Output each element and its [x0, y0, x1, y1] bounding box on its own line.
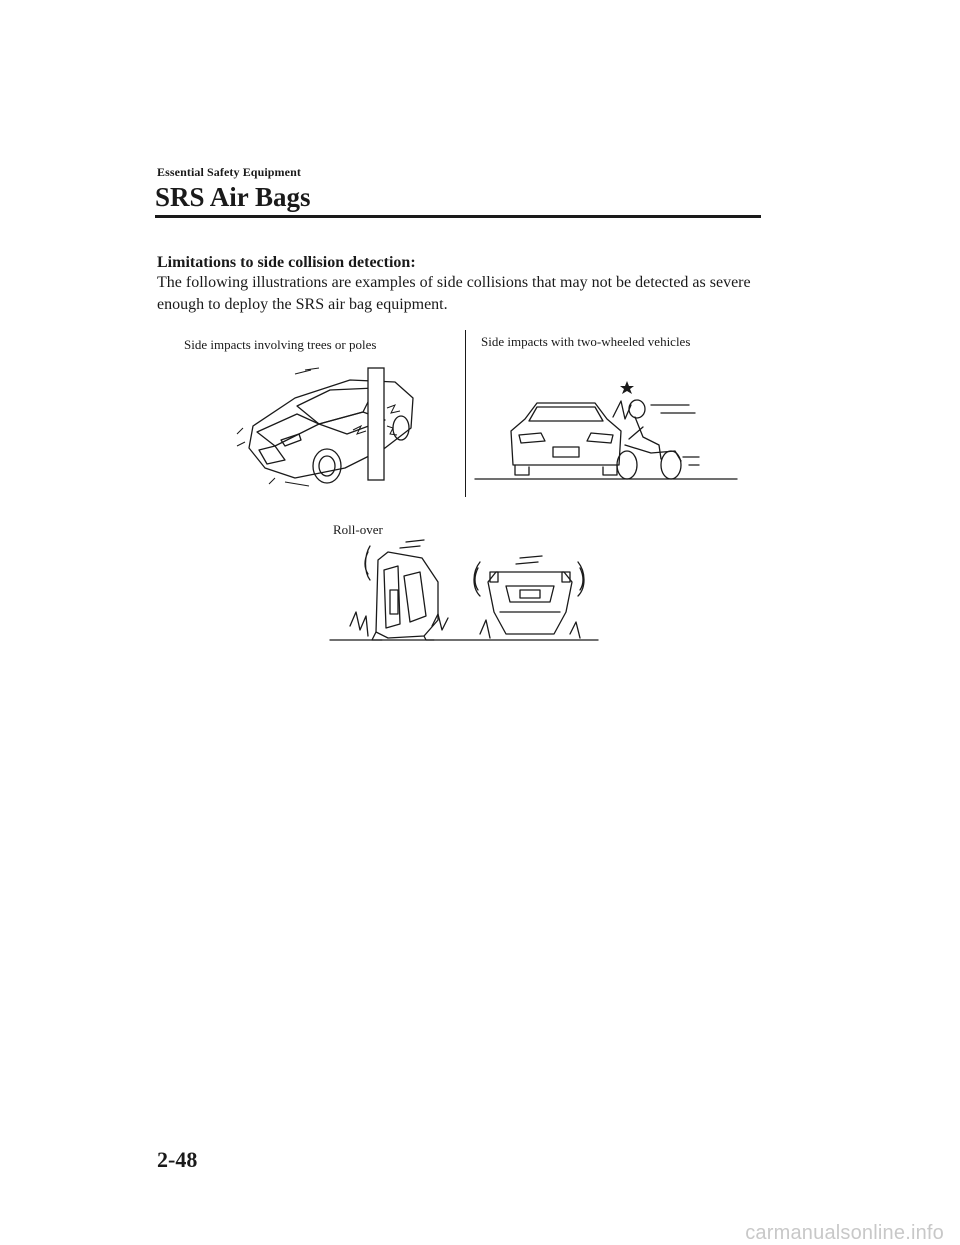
limitations-paragraph: The following illustrations are examples of side collisions that may not be detected as severe enough to deploy the SRS air bag equipment. [157, 274, 751, 313]
two-wheeled-impact-illustration [475, 375, 740, 485]
section-label: Essential Safety Equipment [157, 165, 301, 179]
two-wheeled-caption: Side impacts with two-wheeled vehicles [481, 334, 691, 349]
page-number: 2-48 [157, 1147, 198, 1172]
header-rule [155, 215, 761, 218]
rollover-caption: Roll-over [333, 522, 383, 537]
trees-poles-caption: Side impacts involving trees or poles [184, 337, 377, 352]
rollover-illustration [330, 542, 602, 644]
limitations-heading: Limitations to side collision detection: [157, 254, 416, 271]
impact-star-icon [620, 381, 634, 394]
pole-impact-illustration [235, 368, 425, 498]
watermark: carmanualsonline.info [745, 1222, 944, 1244]
chapter-title: SRS Air Bags [155, 182, 311, 212]
figure-divider [465, 330, 466, 497]
